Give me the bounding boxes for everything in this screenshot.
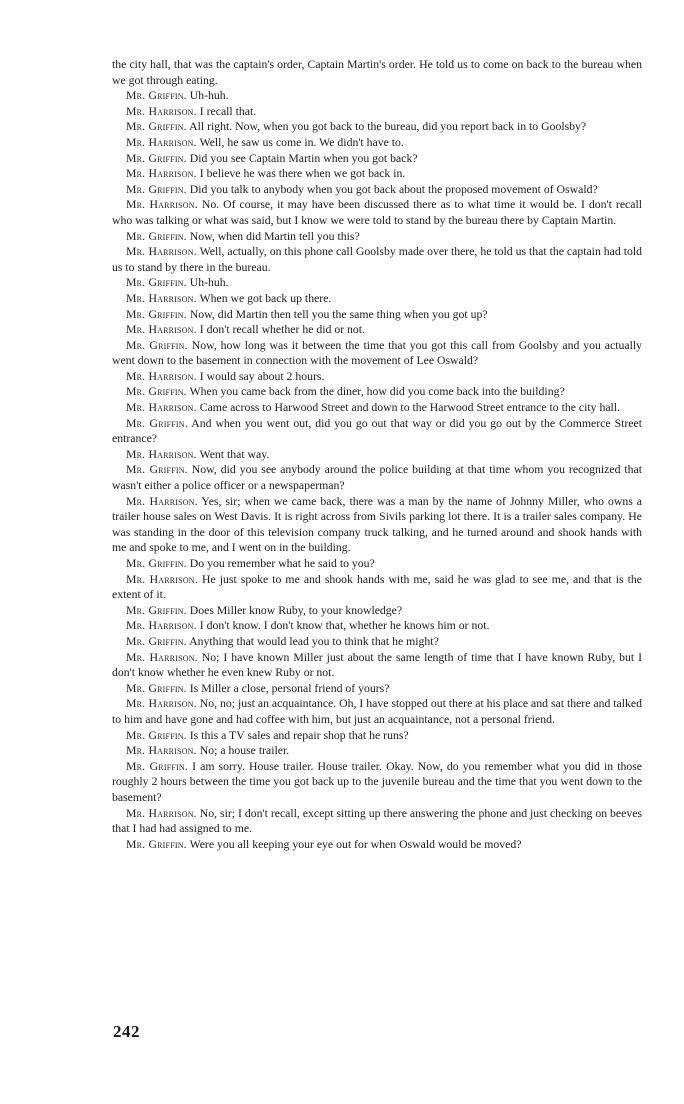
testimony-paragraph (112, 291, 642, 307)
testimony-paragraph (112, 837, 642, 853)
speaker-label: Mr. Harrison. (126, 369, 197, 383)
testimony-paragraph (112, 244, 642, 275)
paragraph-text: When we got back up there. (199, 291, 332, 305)
testimony-paragraph (112, 182, 642, 198)
speaker-label: Mr. Griffin. (126, 120, 187, 134)
paragraph-text: Now, how long was it between the time that you got this call from Goolsby and you actually went down to the basement in connection with the movement of Lee Oswald? (112, 338, 642, 368)
paragraph-text: Uh-huh. (189, 276, 229, 290)
paragraph-text: Were you all keeping your eye out for when Oswald would be moved? (189, 837, 522, 851)
speaker-label: Mr. Harrison. (126, 806, 197, 820)
speaker-label: Mr. Griffin. (126, 759, 188, 773)
speaker-label: Mr. Griffin. (126, 229, 187, 243)
speaker-label: Mr. Harrison. (126, 650, 198, 664)
speaker-label: Mr. Harrison. (126, 245, 197, 259)
paragraph-text: No, sir; I don't recall, except sitting up there answering the phone and just checking on beeves that I had had assigned to me. (112, 806, 642, 836)
paragraph-text: When you came back from the diner, how did you come back into the building? (189, 385, 565, 399)
speaker-label: Mr. Harrison. (126, 135, 197, 149)
speaker-label: Mr. Griffin. (126, 151, 187, 165)
speaker-label: Mr. Griffin. (126, 338, 188, 352)
speaker-label: Mr. Griffin. (126, 307, 187, 321)
paragraph-text: Is Miller a close, personal friend of yours? (189, 681, 390, 695)
paragraph-text: Went that way. (199, 447, 270, 461)
testimony-paragraph (112, 197, 642, 228)
paragraph-text: I don't know. I don't know that, whether he knows him or not. (199, 619, 490, 633)
speaker-label: Mr. Griffin. (126, 557, 187, 570)
testimony-paragraph (112, 743, 642, 759)
testimony-paragraph (112, 634, 642, 650)
paragraph-text: Uh-huh. (189, 89, 229, 103)
paragraph-text: And when you went out, did you go out that way or did you go out by the Commerce Street entrance? (112, 416, 642, 446)
paragraph-text: I am sorry. House trailer. House trailer. Okay. Now, do you remember what you did in those roughly 2 hours between the time you got back up to the juvenile bureau and the time that you went down to the basement? (112, 759, 643, 804)
testimony-paragraph (112, 88, 642, 104)
testimony-paragraph (112, 462, 642, 493)
testimony-paragraph (112, 681, 642, 697)
testimony-paragraph (112, 696, 642, 727)
speaker-label: Mr. Harrison. (126, 619, 197, 633)
speaker-label: Mr. Harrison. (126, 494, 198, 508)
paragraph-text: No, no; just an acquaintance. Oh, I have stopped out there at his place and sat there and talked to him and have gone and had coffee with him, but just an acquaintance, not a personal friend. (112, 697, 642, 726)
testimony-paragraph (112, 572, 642, 603)
paragraph-text: Now, did Martin then tell you the same thing when you got up? (189, 307, 488, 321)
speaker-label: Mr. Griffin. (126, 182, 187, 196)
testimony-paragraph (112, 759, 642, 806)
paragraph-text: Did you see Captain Martin when you got back? (189, 151, 418, 165)
speaker-label: Mr. Griffin. (126, 89, 187, 103)
testimony-paragraph (112, 447, 642, 463)
testimony-paragraph (112, 806, 642, 837)
testimony-text (112, 57, 642, 852)
speaker-label: Mr. Harrison. (126, 447, 197, 461)
testimony-paragraph (112, 400, 642, 416)
testimony-paragraph (112, 338, 642, 369)
speaker-label: Mr. Griffin. (126, 728, 187, 742)
speaker-label: Mr. Griffin. (126, 385, 187, 399)
testimony-paragraph (112, 229, 642, 245)
testimony-paragraph (112, 104, 642, 120)
paragraph-text: I believe he was there when we got back in. (199, 167, 406, 181)
testimony-paragraph (112, 384, 642, 400)
paragraph-text: No; I have known Miller just about the same length of time that I have known Ruby, but I don't know whether he even knew Ruby or not. (112, 650, 642, 680)
testimony-paragraph (112, 135, 642, 151)
speaker-label: Mr. Harrison. (126, 323, 197, 337)
speaker-label: Mr. Griffin. (126, 276, 187, 290)
paragraph-text: I don't recall whether he did or not. (199, 323, 366, 337)
testimony-paragraph (112, 151, 642, 167)
speaker-label: Mr. Harrison. (126, 401, 197, 415)
speaker-label: Mr. Griffin. (126, 681, 187, 695)
paragraph-text: the city hall, that was the captain's order, Captain Martin's order. He told us to come on back to the bureau when we got through eating. (112, 58, 642, 87)
paragraph-text: Well, he saw us come in. We didn't have to. (199, 135, 404, 149)
paragraph-text: He just spoke to me and shook hands with me, said he was glad to see me, and that is the extent of it. (112, 572, 642, 602)
speaker-label: Mr. Harrison. (126, 167, 197, 181)
paragraph-text: Came across to Harwood Street and down to the Harwood Street entrance to the city hall. (199, 401, 621, 415)
paragraph-text: Does Miller know Ruby, to your knowledge? (189, 603, 403, 617)
testimony-paragraph (112, 728, 642, 744)
testimony-paragraph (112, 556, 642, 572)
speaker-label: Mr. Harrison. (126, 104, 197, 118)
paragraph-text: Well, actually, on this phone call Goolsby made over there, he told us that the captain had told us to stand by there in the bureau. (112, 245, 642, 274)
testimony-paragraph (112, 416, 642, 447)
paragraph-text: I recall that. (199, 104, 257, 118)
testimony-paragraph (112, 307, 642, 323)
testimony-paragraph (112, 618, 642, 634)
speaker-label: Mr. Griffin. (126, 837, 187, 851)
paragraph-text: Is this a TV sales and repair shop that he runs? (189, 728, 409, 742)
testimony-paragraph (112, 119, 642, 135)
testimony-paragraph (112, 494, 642, 556)
testimony-paragraph (112, 322, 642, 338)
paragraph-text: I would say about 2 hours. (199, 369, 325, 383)
paragraph-text: Did you talk to anybody when you got back about the proposed movement of Oswald? (189, 182, 598, 196)
page-number: 242 (113, 1022, 140, 1041)
speaker-label: Mr. Harrison. (126, 572, 198, 586)
paragraph-text: Now, did you see anybody around the police building at that time whom you recognized that wasn't either a police officer or a newspaperman? (112, 463, 643, 493)
paragraph-text: Now, when did Martin tell you this? (189, 229, 360, 243)
speaker-label: Mr. Griffin. (126, 416, 188, 430)
testimony-paragraph (112, 57, 642, 88)
speaker-label: Mr. Harrison. (126, 697, 197, 711)
paragraph-text: Anything that would lead you to think that he might? (189, 634, 439, 648)
paragraph-text: No. Of course, it may have been discussed there as to what time it would be. I don't recall who was talking or what was said, but I know we were told to stand by the bureau there by Captain Martin. (112, 198, 642, 227)
testimony-paragraph (112, 275, 642, 291)
testimony-paragraph (112, 166, 642, 182)
paragraph-text: Yes, sir; when we came back, there was a man by the name of Johnny Miller, who owns a trailer house sales on West Davis. It is right across from Sivils parking lot there. It is a trailer sales company. He was standing in the door of this television company truck talking, and he turned around and shook hands with me and spoke to me, and I went on in the building. (112, 494, 642, 555)
speaker-label: Mr. Griffin. (126, 463, 188, 477)
speaker-label: Mr. Griffin. (126, 603, 187, 617)
paragraph-text: Do you remember what he said to you? (189, 557, 375, 570)
testimony-paragraph (112, 369, 642, 385)
paragraph-text: All right. Now, when you got back to the bureau, did you report back in to Goolsby? (189, 120, 587, 134)
speaker-label: Mr. Harrison. (126, 291, 197, 305)
testimony-paragraph (112, 603, 642, 619)
speaker-label: Mr. Harrison. (126, 744, 197, 758)
paragraph-text: No; a house trailer. (199, 744, 290, 758)
testimony-paragraph (112, 650, 642, 681)
speaker-label: Mr. Harrison. (126, 198, 198, 212)
speaker-label: Mr. Griffin. (126, 634, 187, 648)
